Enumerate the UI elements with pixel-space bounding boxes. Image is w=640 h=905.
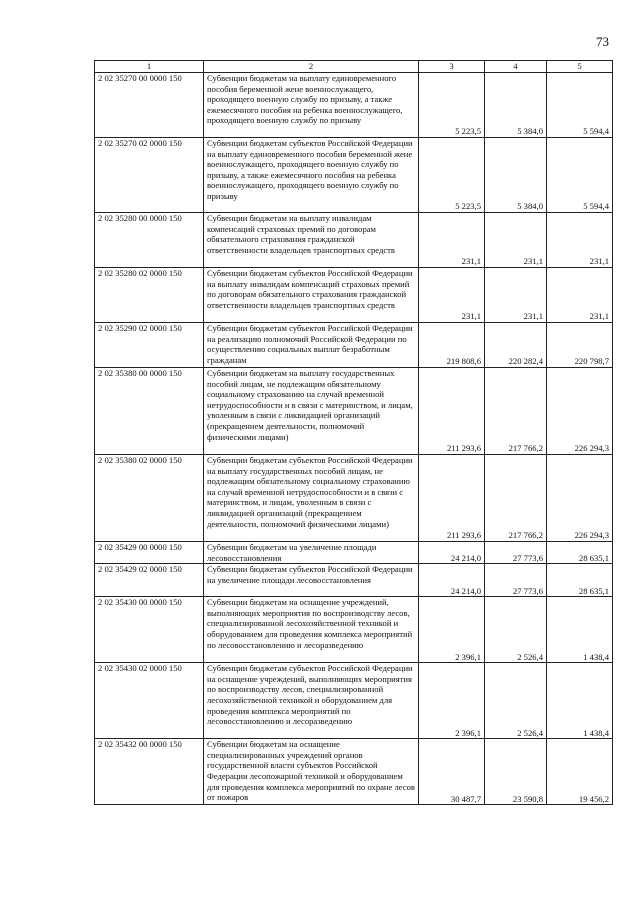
value-col-4: 23 590,8	[485, 739, 547, 805]
value-col-5: 231,1	[547, 268, 613, 323]
budget-code: 2 02 35430 02 0000 150	[95, 663, 204, 739]
value-col-3: 211 293,6	[419, 368, 485, 455]
value-col-3: 211 293,6	[419, 455, 485, 542]
column-header: 5	[547, 61, 613, 73]
value-col-3: 219 808,6	[419, 323, 485, 368]
value-col-5: 1 438,4	[547, 663, 613, 739]
table-row	[95, 268, 613, 323]
value-col-3: 231,1	[419, 213, 485, 268]
table-row	[95, 542, 613, 564]
table-row	[95, 455, 613, 542]
column-header: 1	[95, 61, 204, 73]
table-row	[95, 73, 613, 138]
table-header-row	[95, 61, 613, 73]
table-row	[95, 138, 613, 213]
income-name: Субвенции бюджетам субъектов Российской Федерации на реализацию полномочий Российской Федерации по осуществлению социальных выплат безработным гражданам	[204, 323, 419, 368]
value-col-4: 231,1	[485, 213, 547, 268]
table-row	[95, 564, 613, 597]
value-col-3: 5 223,5	[419, 73, 485, 138]
value-col-4: 27 773,6	[485, 542, 547, 564]
value-col-5: 5 594,4	[547, 73, 613, 138]
table-row	[95, 739, 613, 805]
budget-code: 2 02 35429 02 0000 150	[95, 564, 204, 597]
income-name: Субвенции бюджетам субъектов Российской Федерации на выплату инвалидам компенсаций страховых премий по договорам обязательного страхования гражданской ответственности владельцев транспортных средств	[204, 268, 419, 323]
income-name: Субвенции бюджетам на увеличение площади лесовосстановления	[204, 542, 419, 564]
income-name: Субвенции бюджетам на оснащение специализированных учреждений органов государственной власти субъектов Российской Федерации лесопожарной техникой и оборудованием для проведения комплекса мероприятий по охране лесов от пожаров	[204, 739, 419, 805]
income-name: Субвенции бюджетам на выплату инвалидам компенсаций страховых премий по договорам обязательного страхования гражданской ответственности владельцев транспортных средств	[204, 213, 419, 268]
value-col-5: 1 438,4	[547, 597, 613, 663]
table-row	[95, 213, 613, 268]
income-name: Субвенции бюджетам субъектов Российской Федерации на выплату единовременного пособия беременной жене военнослужащего, проходящего военную службу по призыву, а также ежемесячного пособия на ребенка военнослужащего, проходящего военную службу по призыву	[204, 138, 419, 213]
column-header: 2	[204, 61, 419, 73]
value-col-5: 19 456,2	[547, 739, 613, 805]
value-col-4: 231,1	[485, 268, 547, 323]
income-name: Субвенции бюджетам субъектов Российской Федерации на оснащение учреждений, выполняющих мероприятия по воспроизводству лесов, специализированной лесохозяйственной техникой и оборудованием для проведения комплекса мероприятий по лесовосстановлению и лесоразведению	[204, 663, 419, 739]
column-header: 4	[485, 61, 547, 73]
budget-code: 2 02 35290 02 0000 150	[95, 323, 204, 368]
budget-code: 2 02 35280 00 0000 150	[95, 213, 204, 268]
table-row	[95, 323, 613, 368]
budget-code: 2 02 35270 02 0000 150	[95, 138, 204, 213]
budget-code: 2 02 35430 00 0000 150	[95, 597, 204, 663]
budget-code: 2 02 35429 00 0000 150	[95, 542, 204, 564]
budget-code: 2 02 35280 02 0000 150	[95, 268, 204, 323]
table-row	[95, 368, 613, 455]
value-col-3: 231,1	[419, 268, 485, 323]
income-name: Субвенции бюджетам субъектов Российской Федерации на увеличение площади лесовосстановления	[204, 564, 419, 597]
budget-code: 2 02 35432 00 0000 150	[95, 739, 204, 805]
value-col-4: 5 384,0	[485, 138, 547, 213]
value-col-4: 217 766,2	[485, 455, 547, 542]
value-col-3: 30 487,7	[419, 739, 485, 805]
table-row	[95, 597, 613, 663]
budget-code: 2 02 35380 02 0000 150	[95, 455, 204, 542]
page-number: 73	[596, 34, 609, 49]
value-col-3: 24 214,0	[419, 564, 485, 597]
value-col-5: 28 635,1	[547, 564, 613, 597]
income-name: Субвенции бюджетам на выплату единовременного пособия беременной жене военнослужащего, проходящего военную службу по призыву, а также ежемесячного пособия на ребенка военнослужащего, проходящего военную службу по призыву	[204, 73, 419, 138]
value-col-5: 231,1	[547, 213, 613, 268]
value-col-3: 5 223,5	[419, 138, 485, 213]
value-col-3: 24 214,0	[419, 542, 485, 564]
income-name: Субвенции бюджетам на выплату государственных пособий лицам, не подлежащим обязательному социальному страхованию на случай временной нетрудоспособности и в связи с материнством, и лицам, уволенным в связи с ликвидацией организаций (прекращением деятельности, полномочий физическими лицами)	[204, 368, 419, 455]
value-col-4: 220 282,4	[485, 323, 547, 368]
budget-table	[94, 60, 613, 805]
value-col-3: 2 396,1	[419, 597, 485, 663]
income-name: Субвенции бюджетам субъектов Российской Федерации на выплату государственных пособий лицам, не подлежащим обязательному социальному страхованию на случай временной нетрудоспособности и в связи с материнством, и лицам, уволенным в связи с ликвидацией организаций (прекращением деятельности, полномочий физическими лицами)	[204, 455, 419, 542]
value-col-4: 2 526,4	[485, 597, 547, 663]
value-col-4: 5 384,0	[485, 73, 547, 138]
budget-code: 2 02 35380 00 0000 150	[95, 368, 204, 455]
value-col-5: 220 798,7	[547, 323, 613, 368]
value-col-4: 27 773,6	[485, 564, 547, 597]
budget-code: 2 02 35270 00 0000 150	[95, 73, 204, 138]
value-col-3: 2 396,1	[419, 663, 485, 739]
value-col-5: 226 294,3	[547, 368, 613, 455]
value-col-5: 5 594,4	[547, 138, 613, 213]
income-name: Субвенции бюджетам на оснащение учреждений, выполняющих мероприятия по воспроизводству лесов, специализированной лесохозяйственной техникой и оборудованием для проведения комплекса мероприятий по лесовосстановлению и лесоразведению	[204, 597, 419, 663]
value-col-4: 217 766,2	[485, 368, 547, 455]
value-col-4: 2 526,4	[485, 663, 547, 739]
value-col-5: 28 635,1	[547, 542, 613, 564]
column-header: 3	[419, 61, 485, 73]
table-row	[95, 663, 613, 739]
value-col-5: 226 294,3	[547, 455, 613, 542]
